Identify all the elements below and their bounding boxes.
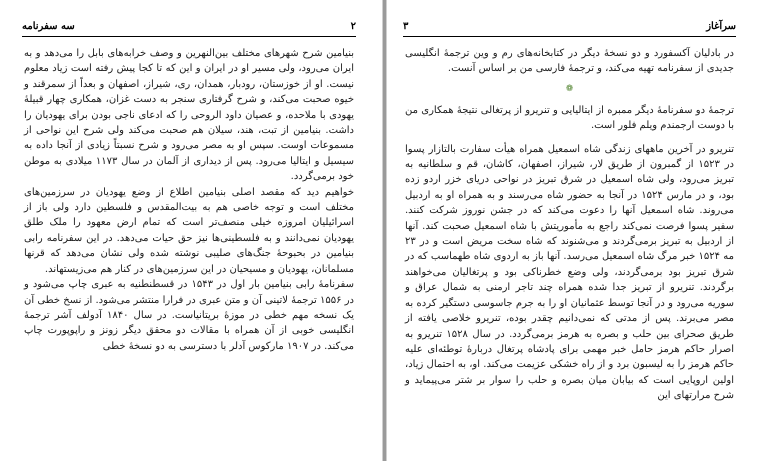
- section-ornament-icon: ❁: [565, 83, 574, 94]
- paragraph: سفرنامهٔ رابی بنیامین بار اول در ۱۵۴۳ در قسطنطنیه به عبری چاپ می‌شود و در ۱۵۵۶ ترجمهٔ لاتینی آن و متن عبری در فرارا منتشر می‌شود. از نسخ خطی آن یک نسخه مهم خطی در موزهٔ بریتانیاست. در سال ۱۸۴۰ آدولف آشر ترجمهٔ انگلیسی خوبی از آن همراه با مقالات دو محقق دیگر زونز و راپوپورت چاپ می‌کند. در ۱۹۰۷ مارکوس آدلر با دسترسی به دو نسخهٔ خطی: [24, 279, 354, 352]
- paragraph-spacer: [405, 134, 734, 142]
- paragraph: بنیامین شرح شهرهای مختلف بین‌النهرین و وصف خرابه‌های بابل را می‌دهد و به ایران می‌رود، ولی مسیر او در ایران و این که تا کجا پیش رفته است زیاد معلوم نیست. او از خوزستان، رودبار، همدان، ری، شیراز، اصفهان و بعداً از سمرقند و خیوه صحبت می‌کند، و شرح گرفتاری سنجر به دست غزان، همکاری چهار قبیلهٔ یهودی با ملاحده، و عصیان داود الروحی را که ادعای ناجی بودن برای یهودیان را داشت. بنیامین از تبت، هند، سیلان هم صحبت می‌کند ولی شرح این نواحی از مسموعات اوست. سپس او به مصر می‌رود و شرح نسبتاً زیادی از آنجا داده به سیسیل و ایتالیا می‌رود. پس از دیداری از آلمان در سال ۱۱۷۳ میلادی به موطن خود برمی‌گردد.: [24, 48, 354, 183]
- paragraph: تنریرو در آخرین ماههای زندگی شاه اسمعیل همراه هیأت سفارت بالتازار پسوا در ۱۵۲۳ از گمبرون از طریق لار، شیراز، اصفهان، کاشان، قم و سلطانیه به تبریز می‌رود، ولی شاه اسمعیل در شرق تبریز در نواحی دریای خزر اردو زده بود، و در مارس ۱۵۲۴ در آنجا به حضور شاه می‌رسند و به همراه او به اردبیل می‌روند. شاه اسمعیل آنها را دعوت می‌کند که در جشن نوروز شرکت کنند. سفیر پسوا فرصت نمی‌کند راجع به مأموریتش با شاه اسمعیل صحبت کند. آنها از اردبیل به تبریز برمی‌گردند و می‌شنوند که شاه سخت مریض است و در ۲۳ مه ۱۵۲۴ خبر مرگ شاه اسمعیل می‌رسد. آنها باز به اردوی شاه طهماسب که در شرق تبریز بود برمی‌گردند، ولی وضع خطرناکی بود و پرتغالیان می‌خواهند برگردند. تنریرو از تبریز جدا شده همراه چند تاجر ارمنی به شمال عراق و سوریه می‌رود و در آنجا توسط عثمانیان او را به جرم جاسوسی دستگیر کرده به مصر می‌برند. پس از مدتی که نمی‌دانیم چقدر بوده، تنریرو خلاصی یافته از طریق صحرای بین حلب و بصره به هرمز برمی‌گردد. در سال ۱۵۲۸ تنریرو به اصرار حاکم هرمز حامل خبر مهمی برای پادشاه پرتغال دربارهٔ توطئه‌ای علیه حاکم هرمز را به لیسبون برد و از راه خشکی عزیمت می‌کند. او، به احتمال زیاد، اولین اروپایی است که بیابان میان بصره و حلب را سوار بر شتر می‌پیماید و شرح مرارتهای این: [405, 143, 735, 402]
- right-page: [386, 0, 768, 461]
- right-page-number: ۳: [403, 21, 409, 32]
- right-page-running-title: سرآغاز: [706, 21, 736, 32]
- right-page-body: [405, 46, 734, 404]
- left-page: [0, 0, 383, 461]
- right-page-header: [403, 20, 736, 37]
- paragraph: در بادلیان آکسفورد و دو نسخهٔ دیگر در کتابخانه‌های رم و وین ترجمهٔ انگلیسی جدیدی از سفرنامه تهیه می‌کند، و ترجمهٔ فارسی من بر اساس آنست.: [405, 48, 734, 75]
- left-page-header: [22, 20, 356, 37]
- left-page-running-title: سه سفرنامه: [22, 21, 75, 32]
- left-page-body: [24, 46, 354, 354]
- paragraph: ترجمهٔ دو سفرنامهٔ دیگر ممبره از ایتالیایی و تنریرو از پرتغالی نتیجهٔ همکاری من با دوست ارجمندم ویلم فلور است.: [405, 104, 734, 132]
- left-page-number: ۲: [350, 21, 356, 32]
- paragraph: خواهیم دید که مقصد اصلی بنیامین اطلاع از وضع یهودیان در سرزمین‌های مختلف است و توجه خاصی هم به بیت‌المقدس و فلسطین دارد ولی باز از اسرائیلیان امروزه خیلی منصف‌تر است که تمام ارض معهود را ملک طلق یهودیان نمی‌دانند و به فلسطینی‌ها نیز حق حیات می‌دهد. در این سفرنامه رابی بنیامین در بحبوحهٔ جنگ‌های صلیبی نوشته شده ولی نشان می‌دهد که قرنها مسلمانان، یهودیان و مسیحیان در این سرزمین‌های در کنار هم می‌زیستهاند.: [24, 186, 354, 275]
